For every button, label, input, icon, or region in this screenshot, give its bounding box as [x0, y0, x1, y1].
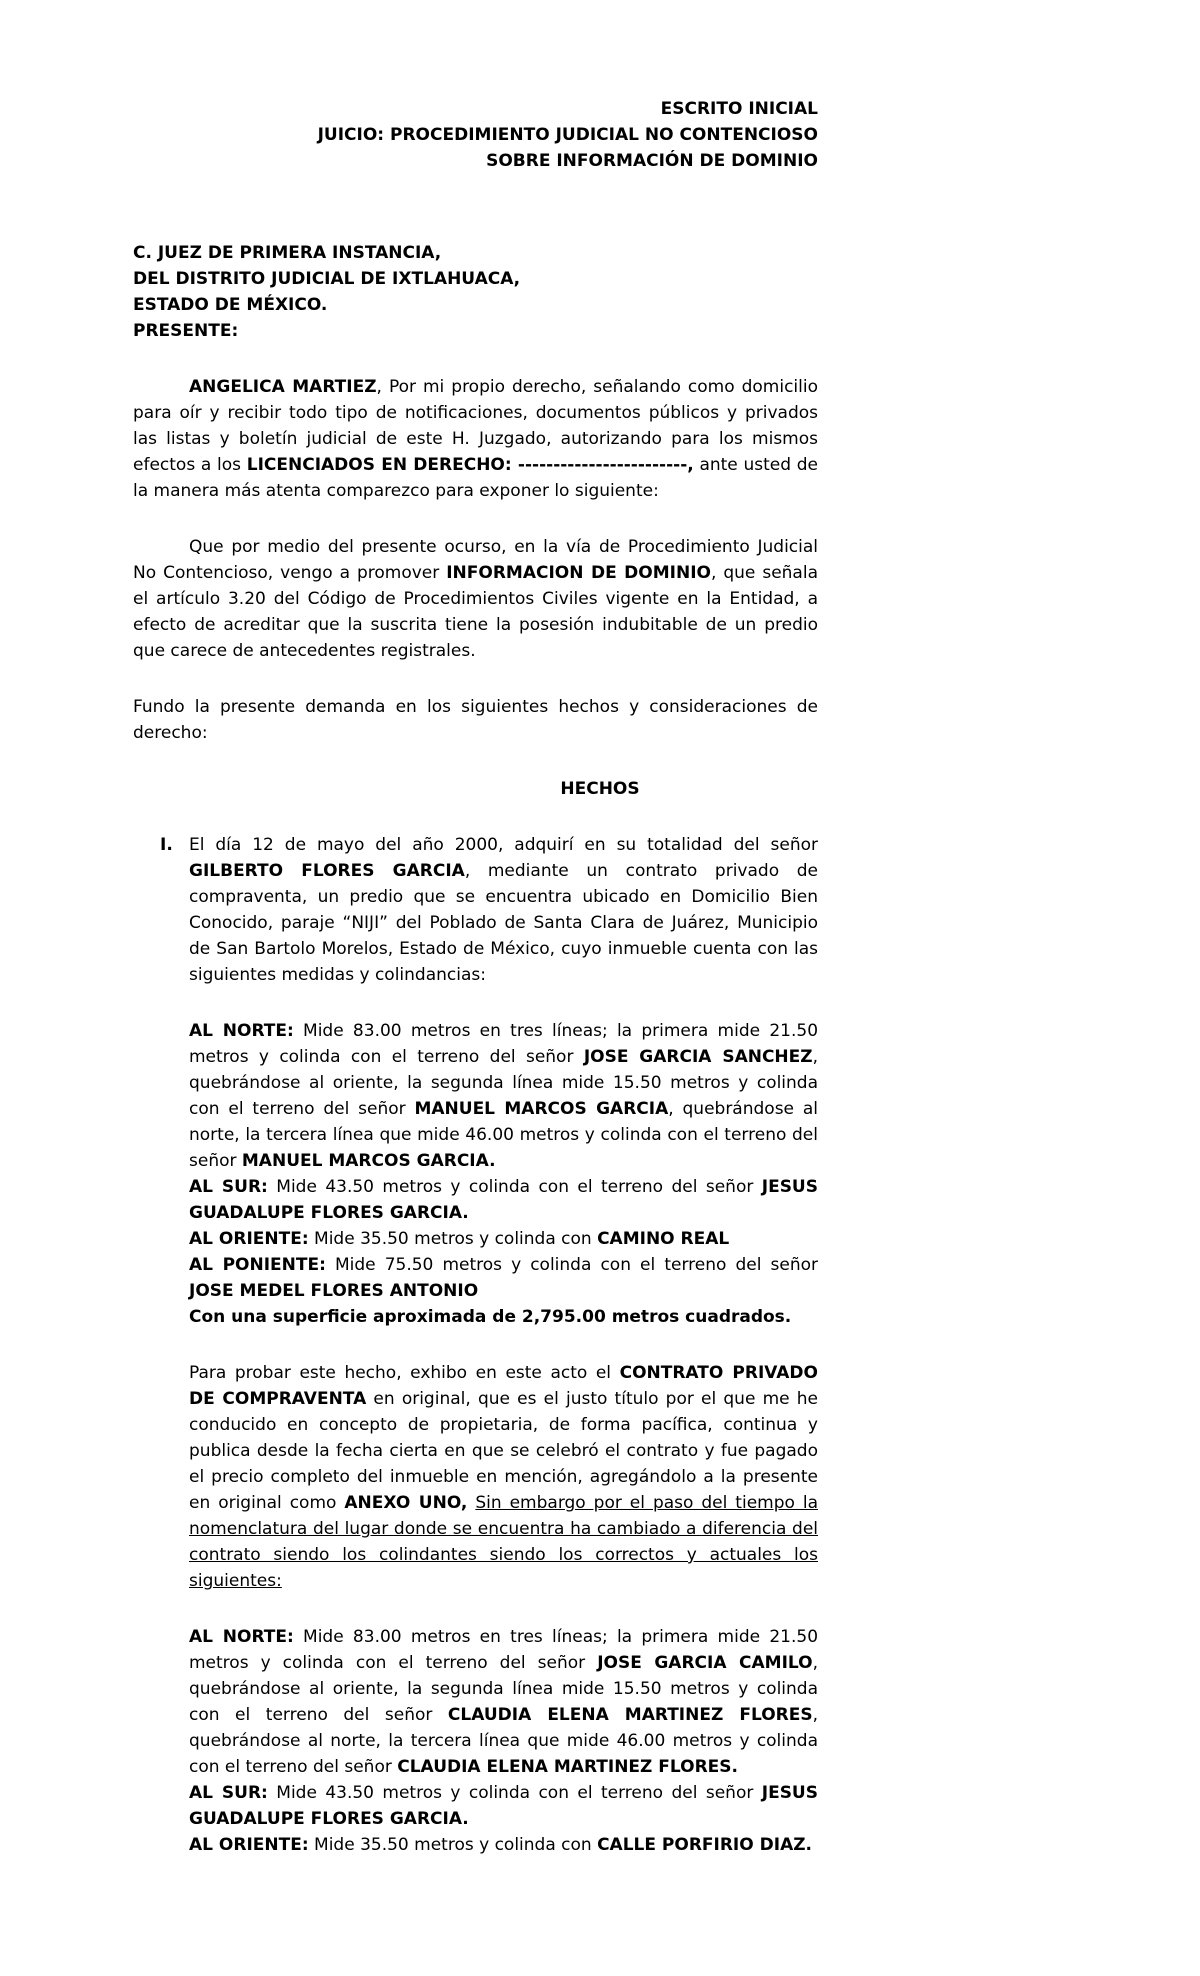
text-run: Mide 75.50 metros y colinda con el terreno del señor [325, 1255, 818, 1275]
text-run: , que señala el artículo 3.20 del Código de Procedimientos Civiles vigente en la Entidad, a efecto de acreditar que la suscrita tiene la posesión indubitable de un predio que carece de antecedentes registrales. [133, 563, 818, 661]
bold-text-run: AL ORIENTE: [189, 1229, 309, 1249]
document-header [133, 96, 818, 174]
text-run: Mide 83.00 metros en tres líneas; la primera mide 21.50 metros y colinda con el terreno del señor [189, 1021, 819, 1067]
text-run: , Por mi propio derecho, señalando como domicilio para oír y recibir todo tipo de notificaciones, documentos públicos y privados las listas y boletín judicial de este H. Juzgado, autorizando para los mismos efectos a los [133, 377, 818, 475]
text-run: Mide 35.50 metros y colinda con [308, 1229, 598, 1249]
bold-text-run: CAMINO REAL [597, 1229, 730, 1249]
text-run: , quebrándose al norte, la tercera línea que mide 46.00 metros y colinda con el terreno del señor [189, 1099, 818, 1171]
bold-text-run: AL SUR: [189, 1177, 268, 1197]
indented-paragraph [189, 1226, 818, 1252]
addressee-line: C. JUEZ DE PRIMERA INSTANCIA, [133, 243, 442, 263]
bold-text-run: AL PONIENTE: [189, 1255, 326, 1275]
bold-text-run: JOSE GARCIA SANCHEZ [583, 1047, 813, 1067]
bold-text-run: GILBERTO FLORES GARCIA [189, 861, 465, 881]
text-run: Mide 83.00 metros en tres líneas; la primera mide 21.50 metros y colinda con el terreno del señor [189, 1627, 819, 1673]
bold-text-run: JOSE MEDEL FLORES ANTONIO [189, 1281, 479, 1301]
indented-paragraph [189, 1174, 818, 1226]
text-run: El día 12 de mayo del año 2000, adquirí en su totalidad del señor [189, 835, 818, 855]
bold-text-run: LICENCIADOS EN DERECHO: ------------------------, [246, 455, 694, 475]
bold-text-run: JESUS GUADALUPE FLORES GARCIA. [189, 1177, 818, 1223]
paragraph [133, 374, 818, 504]
section-heading: HECHOS [560, 779, 640, 799]
bold-text-run: Con una superficie aproximada de 2,795.00 metros cuadrados. [189, 1307, 792, 1327]
numbered-item [160, 832, 819, 988]
text-run: Para probar este hecho, exhibo en este acto el [189, 1363, 620, 1383]
bold-text-run: ANGELICA MARTIEZ [189, 377, 377, 397]
header-line: JUICIO: PROCEDIMIENTO JUDICIAL NO CONTENCIOSO [317, 125, 818, 145]
bold-text-run: ANEXO UNO, [344, 1493, 468, 1513]
indented-paragraph [189, 1304, 818, 1330]
header-line: SOBRE INFORMACIÓN DE DOMINIO [486, 151, 818, 171]
bold-text-run: CONTRATO PRIVADO DE COMPRAVENTA [189, 1363, 818, 1409]
text-run: , quebrándose al oriente, la segunda línea mide 15.50 metros y colinda con el terreno del señor [189, 1047, 819, 1119]
bold-text-run: AL NORTE: [189, 1021, 294, 1041]
bold-text-run: CLAUDIA ELENA MARTINEZ FLORES. [397, 1757, 738, 1777]
text-run: , quebrándose al norte, la tercera línea que mide 46.00 metros y colinda con el terreno del señor [189, 1705, 818, 1777]
paragraph [133, 694, 818, 746]
document-body [133, 374, 818, 1858]
bold-text-run: AL ORIENTE: [189, 1835, 309, 1855]
text-run: , quebrándose al oriente, la segunda línea mide 15.50 metros y colinda con el terreno del señor [189, 1653, 819, 1725]
indented-paragraph [189, 1360, 818, 1594]
header-line: ESCRITO INICIAL [660, 99, 818, 119]
text-run: Mide 35.50 metros y colinda con [308, 1835, 598, 1855]
indented-paragraph [189, 1832, 818, 1858]
bold-text-run: MANUEL MARCOS GARCIA [414, 1099, 669, 1119]
paragraph [133, 534, 818, 664]
bold-text-run: AL NORTE: [189, 1627, 294, 1647]
indented-paragraph [189, 1780, 818, 1832]
indented-paragraph [189, 1252, 818, 1304]
addressee-line: ESTADO DE MÉXICO. [133, 295, 328, 315]
text-run: en original, que es el justo título por el que me he conducido en concepto de propietaria, de forma pacífica, continua y publica desde la fecha cierta en que se celebró el contrato y fue pagado el precio completo del inmueble en mención, agregándolo a la presente en original como [189, 1389, 818, 1513]
bold-text-run: CLAUDIA ELENA MARTINEZ FLORES [447, 1705, 813, 1725]
list-marker: I. [160, 835, 173, 855]
text-run: Fundo la presente demanda en los siguientes hechos y consideraciones de derecho: [133, 697, 818, 743]
addressee-line: PRESENTE: [133, 321, 239, 341]
indented-paragraph [189, 1624, 818, 1780]
text-run: ante usted de la manera más atenta comparezco para exponer lo siguiente: [133, 455, 818, 501]
text-run: , mediante un contrato privado de compraventa, un predio que se encuentra ubicado en Domicilio Bien Conocido, paraje “NIJI” del Poblado de Santa Clara de Juárez, Municipio de San Bartolo Morelos, Estado de México, cuyo inmueble cuenta con las siguientes medidas y colindancias: [189, 861, 819, 985]
addressee-block [133, 240, 818, 344]
bold-text-run: JESUS GUADALUPE FLORES GARCIA. [189, 1783, 818, 1829]
indented-paragraph [189, 1018, 818, 1174]
text-run: Que por medio del presente ocurso, en la vía de Procedimiento Judicial No Contencioso, vengo a promover [133, 537, 818, 583]
bold-text-run: CALLE PORFIRIO DIAZ. [597, 1835, 813, 1855]
bold-text-run: MANUEL MARCOS GARCIA. [241, 1151, 496, 1171]
bold-text-run: AL SUR: [189, 1783, 268, 1803]
underlined-text-run: Sin embargo por el paso del tiempo la nomenclatura del lugar donde se encuentra ha cambiado a diferencia del contrato siendo los colindantes siendo los correctos y actuales los siguientes: [189, 1493, 819, 1591]
bold-text-run: JOSE GARCIA CAMILO [597, 1653, 813, 1673]
text-run: Mide 43.50 metros y colinda con el terreno del señor [267, 1783, 762, 1803]
addressee-line: DEL DISTRITO JUDICIAL DE IXTLAHUACA, [133, 269, 521, 289]
text-run: Mide 43.50 metros y colinda con el terreno del señor [267, 1177, 762, 1197]
bold-text-run: INFORMACION DE DOMINIO [446, 563, 711, 583]
